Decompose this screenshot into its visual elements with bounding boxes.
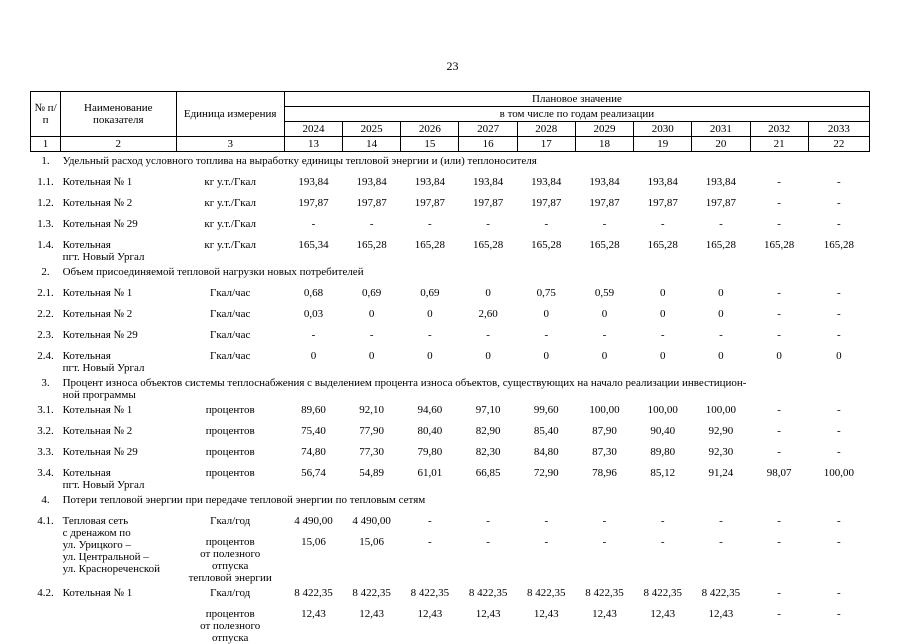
row-value: - xyxy=(750,326,808,347)
row-value: - xyxy=(750,533,808,584)
row-value: 12,43 xyxy=(517,605,575,644)
row-value: 12,43 xyxy=(401,605,459,644)
row-value: 193,84 xyxy=(401,173,459,194)
row-value: 165,28 xyxy=(401,236,459,263)
section-title: Потери тепловой энергии при передаче тепловой энергии по тепловым сетям xyxy=(61,491,870,512)
row-value: 0,69 xyxy=(343,284,401,305)
row-value: 8 422,35 xyxy=(692,584,750,605)
section-title: Удельный расход условного топлива на выработку единицы тепловой энергии и (или) теплоносителя xyxy=(61,152,870,174)
row-value: 0 xyxy=(459,284,517,305)
table-row xyxy=(31,584,870,605)
row-value: 74,80 xyxy=(284,443,342,464)
row-unit: процентов xyxy=(176,422,284,443)
row-value: 85,40 xyxy=(517,422,575,443)
row-value: 193,84 xyxy=(517,173,575,194)
row-unit: процентов xyxy=(176,443,284,464)
section-number: 1. xyxy=(31,152,61,174)
row-value: 197,87 xyxy=(401,194,459,215)
row-value: - xyxy=(634,215,692,236)
row-value: 12,43 xyxy=(459,605,517,644)
year-header: 2029 xyxy=(575,122,633,137)
row-number: 3.3. xyxy=(31,443,61,464)
table-row xyxy=(31,347,870,374)
row-name: Тепловая сеть с дренажом по ул. Урицкого – ул. Центральной – ул. Краснореченской xyxy=(61,512,176,584)
row-value: - xyxy=(692,326,750,347)
row-value: 72,90 xyxy=(517,464,575,491)
row-value: 100,00 xyxy=(808,464,869,491)
row-value: 0 xyxy=(575,305,633,326)
row-value: 165,28 xyxy=(634,236,692,263)
year-header: 2028 xyxy=(517,122,575,137)
header-plan: Плановое значение xyxy=(284,92,869,107)
column-number: 20 xyxy=(692,137,750,152)
row-value: - xyxy=(517,326,575,347)
row-value: 15,06 xyxy=(343,533,401,584)
row-unit: кг у.т./Гкал xyxy=(176,236,284,263)
column-number: 21 xyxy=(750,137,808,152)
column-number: 1 xyxy=(31,137,61,152)
row-value: - xyxy=(634,533,692,584)
row-value: 8 422,35 xyxy=(343,584,401,605)
row-name: Котельная пгт. Новый Ургал xyxy=(61,236,176,263)
row-value: 12,43 xyxy=(343,605,401,644)
row-value: - xyxy=(750,422,808,443)
row-value: 193,84 xyxy=(284,173,342,194)
year-header: 2024 xyxy=(284,122,342,137)
column-number: 3 xyxy=(176,137,284,152)
row-number: 1.1. xyxy=(31,173,61,194)
table-row xyxy=(31,464,870,491)
row-value: 0 xyxy=(634,347,692,374)
section-title: Объем присоединяемой тепловой нагрузки новых потребителей xyxy=(61,263,870,284)
row-value: 193,84 xyxy=(634,173,692,194)
row-value: 56,74 xyxy=(284,464,342,491)
row-value: 8 422,35 xyxy=(401,584,459,605)
row-value: 92,30 xyxy=(692,443,750,464)
row-number: 4.2. xyxy=(31,584,61,644)
row-value: 0 xyxy=(575,347,633,374)
row-value: 0 xyxy=(692,305,750,326)
row-value: 98,07 xyxy=(750,464,808,491)
row-unit: Гкал/год xyxy=(176,512,284,533)
row-value: - xyxy=(750,443,808,464)
row-value: 0 xyxy=(343,305,401,326)
row-value: 4 490,00 xyxy=(343,512,401,533)
row-value: 12,43 xyxy=(284,605,342,644)
row-value: 92,90 xyxy=(692,422,750,443)
row-value: 165,28 xyxy=(517,236,575,263)
row-value: 0 xyxy=(517,347,575,374)
column-number: 15 xyxy=(401,137,459,152)
row-value: 12,43 xyxy=(692,605,750,644)
row-value: 15,06 xyxy=(284,533,342,584)
year-header: 2032 xyxy=(750,122,808,137)
row-name: Котельная пгт. Новый Ургал xyxy=(61,464,176,491)
table-row xyxy=(31,443,870,464)
row-value: 0 xyxy=(517,305,575,326)
row-value: - xyxy=(401,215,459,236)
row-value: 61,01 xyxy=(401,464,459,491)
row-name: Котельная № 2 xyxy=(61,422,176,443)
row-value: - xyxy=(692,512,750,533)
row-number: 4.1. xyxy=(31,512,61,584)
row-value: 0,68 xyxy=(284,284,342,305)
year-header: 2027 xyxy=(459,122,517,137)
row-value: 100,00 xyxy=(692,401,750,422)
row-name: Котельная № 1 xyxy=(61,173,176,194)
row-value: - xyxy=(517,533,575,584)
table-row xyxy=(31,401,870,422)
row-number: 2.2. xyxy=(31,305,61,326)
row-value: 165,28 xyxy=(692,236,750,263)
row-value: - xyxy=(808,584,869,605)
row-number: 2.1. xyxy=(31,284,61,305)
column-numbers-row xyxy=(31,137,870,152)
row-value: 197,87 xyxy=(575,194,633,215)
row-value: 8 422,35 xyxy=(459,584,517,605)
row-value: - xyxy=(808,422,869,443)
section-number: 4. xyxy=(31,491,61,512)
row-value: 0 xyxy=(343,347,401,374)
row-value: - xyxy=(808,443,869,464)
row-value: 77,30 xyxy=(343,443,401,464)
year-header: 2033 xyxy=(808,122,869,137)
row-value: 0 xyxy=(459,347,517,374)
row-value: 165,28 xyxy=(808,236,869,263)
row-value: 8 422,35 xyxy=(634,584,692,605)
row-unit: процентов от полезного отпуска xyxy=(176,605,284,644)
row-value: - xyxy=(750,401,808,422)
row-value: 0 xyxy=(284,347,342,374)
row-value: 84,80 xyxy=(517,443,575,464)
indicators-table xyxy=(30,91,870,644)
row-value: - xyxy=(459,215,517,236)
row-value: 197,87 xyxy=(634,194,692,215)
section-row xyxy=(31,491,870,512)
table-row xyxy=(31,326,870,347)
row-value: 85,12 xyxy=(634,464,692,491)
row-unit: процентов от полезного отпуска тепловой энергии xyxy=(176,533,284,584)
row-value: - xyxy=(808,401,869,422)
row-value: - xyxy=(808,512,869,533)
row-value: - xyxy=(750,215,808,236)
row-name: Котельная пгт. Новый Ургал xyxy=(61,347,176,374)
row-value: 0,03 xyxy=(284,305,342,326)
row-value: 197,87 xyxy=(459,194,517,215)
section-row xyxy=(31,374,870,401)
row-unit: Гкал/год xyxy=(176,584,284,605)
row-value: 94,60 xyxy=(401,401,459,422)
section-row xyxy=(31,152,870,174)
row-value: - xyxy=(750,194,808,215)
row-value: - xyxy=(575,215,633,236)
row-value: - xyxy=(692,533,750,584)
row-value: 197,87 xyxy=(343,194,401,215)
column-number: 19 xyxy=(634,137,692,152)
row-value: - xyxy=(343,215,401,236)
row-value: - xyxy=(634,512,692,533)
row-value: 197,87 xyxy=(284,194,342,215)
row-value: 193,84 xyxy=(692,173,750,194)
row-number: 1.3. xyxy=(31,215,61,236)
header-name: Наименование показателя xyxy=(61,92,176,137)
row-unit: кг у.т./Гкал xyxy=(176,194,284,215)
row-value: 82,90 xyxy=(459,422,517,443)
row-value: 75,40 xyxy=(284,422,342,443)
row-value: - xyxy=(459,512,517,533)
row-value: - xyxy=(808,605,869,644)
column-number: 18 xyxy=(575,137,633,152)
row-unit: Гкал/час xyxy=(176,305,284,326)
header-unit: Единица измерения xyxy=(176,92,284,137)
row-value: - xyxy=(750,284,808,305)
column-number: 16 xyxy=(459,137,517,152)
row-value: 0 xyxy=(634,305,692,326)
row-value: 66,85 xyxy=(459,464,517,491)
table-body xyxy=(31,152,870,644)
row-value: 197,87 xyxy=(692,194,750,215)
year-header: 2025 xyxy=(343,122,401,137)
row-name: Котельная № 1 xyxy=(61,284,176,305)
row-unit: кг у.т./Гкал xyxy=(176,215,284,236)
page-number: 23 xyxy=(0,59,905,74)
row-value: 100,00 xyxy=(634,401,692,422)
row-value: 12,43 xyxy=(575,605,633,644)
row-value: 82,30 xyxy=(459,443,517,464)
row-value: - xyxy=(750,584,808,605)
row-value: - xyxy=(692,215,750,236)
row-value: - xyxy=(750,512,808,533)
row-value: 165,28 xyxy=(575,236,633,263)
section-row xyxy=(31,263,870,284)
row-value: - xyxy=(401,326,459,347)
row-name: Котельная № 29 xyxy=(61,326,176,347)
row-unit: Гкал/час xyxy=(176,284,284,305)
row-name: Котельная № 1 xyxy=(61,584,176,644)
row-value: - xyxy=(808,194,869,215)
table-row xyxy=(31,422,870,443)
row-value: 80,40 xyxy=(401,422,459,443)
table-row xyxy=(31,236,870,263)
row-number: 3.1. xyxy=(31,401,61,422)
row-value: - xyxy=(517,512,575,533)
row-unit: процентов xyxy=(176,464,284,491)
table-row xyxy=(31,512,870,533)
row-value: 78,96 xyxy=(575,464,633,491)
section-title: Процент износа объектов системы теплоснабжения с выделением процента износа объектов, существующих на начало реализации инвестицион- ной программы xyxy=(61,374,870,401)
row-value: 0,59 xyxy=(575,284,633,305)
row-number: 3.2. xyxy=(31,422,61,443)
row-value: 89,80 xyxy=(634,443,692,464)
row-name: Котельная № 29 xyxy=(61,443,176,464)
column-number: 14 xyxy=(343,137,401,152)
row-number: 1.4. xyxy=(31,236,61,263)
row-value: - xyxy=(343,326,401,347)
row-value: 91,24 xyxy=(692,464,750,491)
row-value: 92,10 xyxy=(343,401,401,422)
row-value: 0 xyxy=(634,284,692,305)
row-value: - xyxy=(750,173,808,194)
row-value: 99,60 xyxy=(517,401,575,422)
row-value: 8 422,35 xyxy=(517,584,575,605)
section-number: 3. xyxy=(31,374,61,401)
row-value: 87,30 xyxy=(575,443,633,464)
header-num: № п/п xyxy=(31,92,61,137)
row-name: Котельная № 29 xyxy=(61,215,176,236)
row-value: 8 422,35 xyxy=(575,584,633,605)
row-value: - xyxy=(808,326,869,347)
row-value: 0 xyxy=(401,305,459,326)
row-value: 197,87 xyxy=(517,194,575,215)
row-value: 0 xyxy=(692,284,750,305)
row-value: 100,00 xyxy=(575,401,633,422)
row-value: 79,80 xyxy=(401,443,459,464)
row-value: 89,60 xyxy=(284,401,342,422)
row-value: - xyxy=(401,512,459,533)
row-value: 77,90 xyxy=(343,422,401,443)
row-number: 2.3. xyxy=(31,326,61,347)
column-number: 2 xyxy=(61,137,176,152)
row-value: 0 xyxy=(692,347,750,374)
row-unit: кг у.т./Гкал xyxy=(176,173,284,194)
section-number: 2. xyxy=(31,263,61,284)
row-value: 193,84 xyxy=(459,173,517,194)
row-value: 0,75 xyxy=(517,284,575,305)
row-value: - xyxy=(750,305,808,326)
row-value: - xyxy=(401,533,459,584)
row-number: 3.4. xyxy=(31,464,61,491)
row-value: 165,34 xyxy=(284,236,342,263)
table-row xyxy=(31,194,870,215)
row-unit: Гкал/час xyxy=(176,347,284,374)
table-row xyxy=(31,215,870,236)
row-value: 2,60 xyxy=(459,305,517,326)
row-value: - xyxy=(808,305,869,326)
row-value: - xyxy=(575,533,633,584)
row-value: - xyxy=(750,605,808,644)
row-value: 12,43 xyxy=(634,605,692,644)
row-value: - xyxy=(575,512,633,533)
row-unit: процентов xyxy=(176,401,284,422)
row-name: Котельная № 1 xyxy=(61,401,176,422)
year-header: 2030 xyxy=(634,122,692,137)
row-value: 165,28 xyxy=(459,236,517,263)
row-unit: Гкал/час xyxy=(176,326,284,347)
row-value: 0 xyxy=(401,347,459,374)
row-value: 54,89 xyxy=(343,464,401,491)
row-value: 193,84 xyxy=(575,173,633,194)
row-value: - xyxy=(808,284,869,305)
row-value: 0 xyxy=(808,347,869,374)
row-value: 193,84 xyxy=(343,173,401,194)
year-header: 2031 xyxy=(692,122,750,137)
row-value: - xyxy=(634,326,692,347)
row-value: 4 490,00 xyxy=(284,512,342,533)
table-row xyxy=(31,284,870,305)
row-value: 87,90 xyxy=(575,422,633,443)
row-value: 97,10 xyxy=(459,401,517,422)
row-value: 0 xyxy=(750,347,808,374)
row-value: - xyxy=(517,215,575,236)
row-value: - xyxy=(808,173,869,194)
row-value: - xyxy=(284,215,342,236)
row-name: Котельная № 2 xyxy=(61,194,176,215)
table-row xyxy=(31,173,870,194)
header-by-years: в том числе по годам реализации xyxy=(284,107,869,122)
table-row xyxy=(31,305,870,326)
row-number: 2.4. xyxy=(31,347,61,374)
row-value: - xyxy=(575,326,633,347)
row-value: - xyxy=(459,326,517,347)
column-number: 13 xyxy=(284,137,342,152)
row-value: - xyxy=(284,326,342,347)
row-value: 90,40 xyxy=(634,422,692,443)
column-number: 22 xyxy=(808,137,869,152)
row-value: - xyxy=(808,533,869,584)
row-value: - xyxy=(459,533,517,584)
row-value: 0,69 xyxy=(401,284,459,305)
row-value: 165,28 xyxy=(750,236,808,263)
row-value: 8 422,35 xyxy=(284,584,342,605)
row-value: 165,28 xyxy=(343,236,401,263)
column-number: 17 xyxy=(517,137,575,152)
row-number: 1.2. xyxy=(31,194,61,215)
row-value: - xyxy=(808,215,869,236)
row-name: Котельная № 2 xyxy=(61,305,176,326)
year-header: 2026 xyxy=(401,122,459,137)
